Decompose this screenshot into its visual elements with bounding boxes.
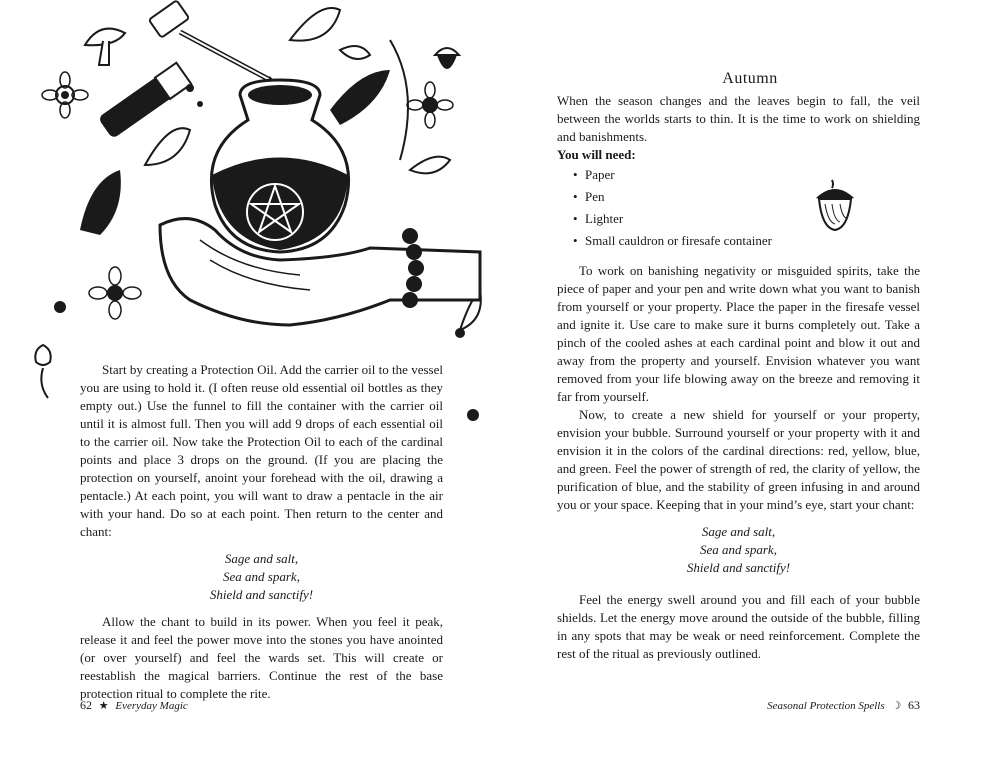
left-body-text xyxy=(80,361,443,703)
paragraph: Allow the chant to build in its power. When you feel it peak, release it and feel the power move into the stones you have anointed (or over yourself) and feel the wards set. This will create or reestablish the magical barriers. Continue the rest of the base protection ritual to complete the rite. xyxy=(80,614,443,701)
acorn-icon xyxy=(435,48,459,69)
chant-line: Sea and spark, xyxy=(700,542,777,557)
list-item: • Lighter xyxy=(573,208,920,230)
star-icon: ★ xyxy=(98,700,109,712)
right-page xyxy=(500,0,1000,773)
right-footer xyxy=(767,698,920,713)
running-title: Everyday Magic xyxy=(115,700,188,712)
running-title: Seasonal Protection Spells xyxy=(767,700,885,712)
section-heading: Autumn xyxy=(722,70,778,87)
chant-verse xyxy=(557,523,920,577)
leaf-icon xyxy=(80,170,121,235)
hand-with-cauldron-illustration xyxy=(40,0,500,350)
supplies-label: You will need: xyxy=(557,147,636,162)
paragraph: Start by creating a Protection Oil. Add the carrier oil to the vessel you are using to hold it. (I often reuse old essential oil bottles as they empty out.) Use the funnel to fill the container with the carrier oil until it is almost full. Then you will add 9 drops of each essential oil to the carrier oil. Now take the Protection Oil to each of the cardinal points and place 3 drops on the ground. (If you are placing the protection on yourself, anoint your forehead with the oil, drawing a pentacle.) At each point, you will want to draw a pentacle in the air with your hand. Do so at each point. Then return to the center and chant: xyxy=(80,362,443,539)
flower-icon xyxy=(42,72,88,118)
page-number: 62 xyxy=(80,698,92,712)
paragraph: When the season changes and the leaves begin to fall, the veil between the worlds starts to thin. It is the time to work on shielding and banishments. xyxy=(557,93,920,144)
chant-line: Sage and salt, xyxy=(224,551,299,566)
acorn-icon xyxy=(812,178,858,234)
list-item: • Pen xyxy=(573,186,920,208)
list-item: • Paper xyxy=(573,164,920,186)
chant-line: Sage and salt, xyxy=(701,524,776,539)
paragraph: To work on banishing negativity or misguided spirits, take the piece of paper and your pen and write down what you want to banish from yourself or your property. Place the paper in the firesafe vessel and ignite it. Use care to make sure it burns completely out. Take a pinch of the cooled ashes at each cardinal point and blow it out and away from the property and yourself. Envision whatever you want removed from your life blowing away on the breeze and removing it far from yourself. xyxy=(557,263,920,404)
leaf-icon xyxy=(330,70,390,125)
supplies-list xyxy=(557,164,920,252)
left-footer xyxy=(80,698,188,713)
chant-line: Shield and sanctify! xyxy=(686,560,791,575)
mushroom-icon xyxy=(85,29,125,65)
flower-icon xyxy=(89,267,141,319)
chant-verse xyxy=(80,550,443,604)
paragraph: Feel the energy swell around you and fill each of your bubble shields. Let the energy move around the outside of the bubble, filling in any spots that may be weak or need reinforcement. Complete the rest of the ritual as previously outlined. xyxy=(557,592,920,661)
chant-line: Shield and sanctify! xyxy=(209,587,314,602)
crescent-moon-icon: ☽ xyxy=(891,700,902,712)
flower-icon xyxy=(407,82,453,128)
chant-line: Sea and spark, xyxy=(223,569,300,584)
page-number: 63 xyxy=(908,698,920,712)
paragraph: Now, to create a new shield for yourself or your property, envision your bubble. Surround yourself or your property with it and envision it in the colors of the cardinal directions: red, yellow, blue, and green. Feel the power of strength of red, the clarity of yellow, the purification of blue, and the stability of green infusing in and around you or your space. Keeping that in your mind’s eye, start your chant: xyxy=(557,407,920,512)
right-body-text xyxy=(557,92,920,663)
list-item: • Small cauldron or firesafe container xyxy=(573,230,920,252)
flower-icon xyxy=(28,340,58,400)
berry-icon xyxy=(466,408,480,422)
